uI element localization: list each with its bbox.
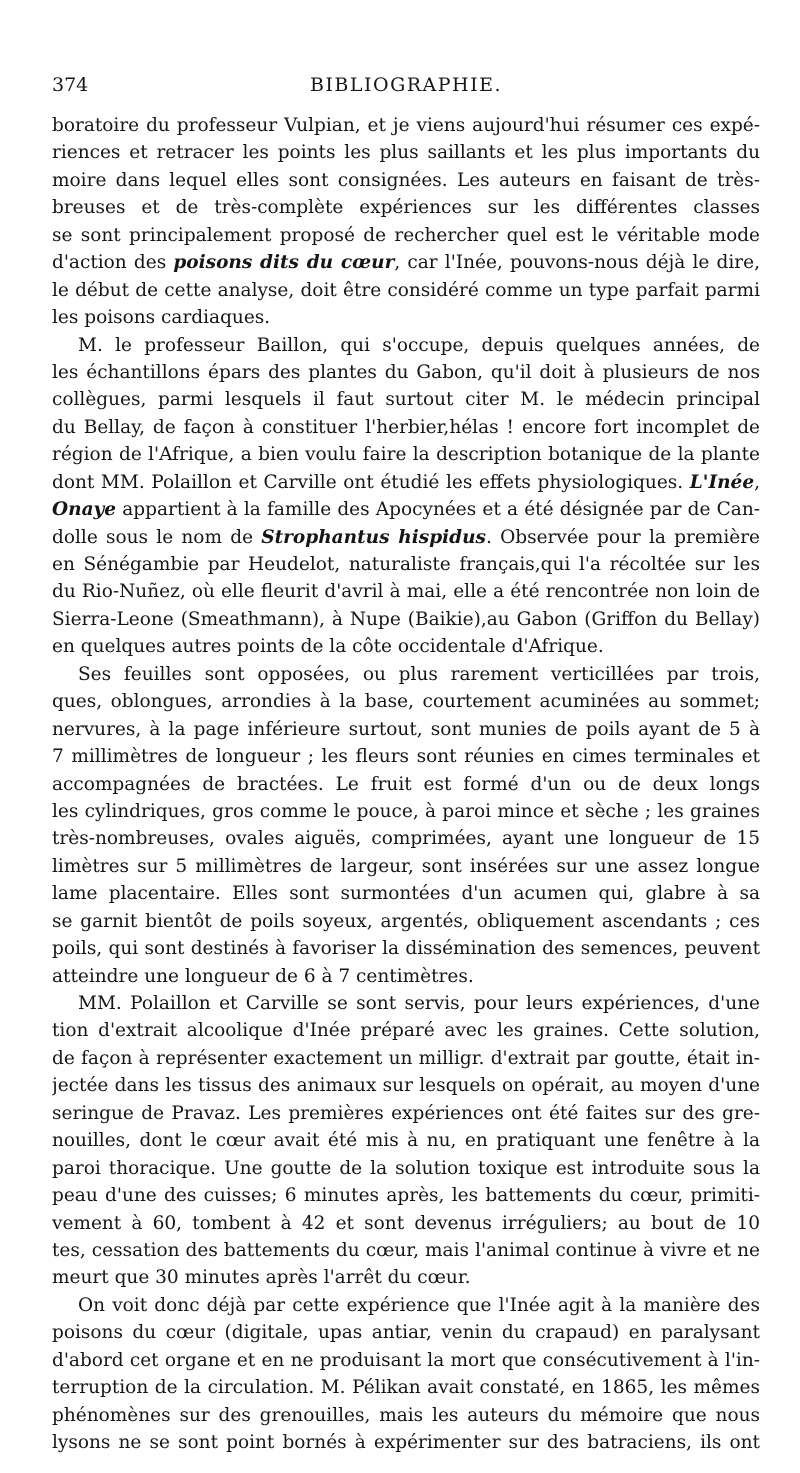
text-line: poils, qui sont destinés à favoriser la dissémination des semences, peuvent [52, 938, 760, 960]
text-line: en Sénégambie par Heudelot, naturaliste français,qui l'a récoltée sur les [52, 554, 760, 575]
text-line: d'action des poisons dits du cœur, car l'Inée, pouvons-nous déjà le dire, [52, 252, 760, 274]
text-line: accompagnées de bractées. Le fruit est formé d'un ou de deux longs [52, 773, 760, 795]
text-line: Onaye appartient à la famille des Apocynées et a été désignée par de Can- [52, 499, 760, 521]
text-line: Sierra-Leone (Smeathmann), à Nupe (Baikie),au Gabon (Griffon du Bellay) [52, 608, 760, 630]
text-line: nervures, à la page inférieure surtout, sont munies de poils ayant de 5 à [52, 718, 760, 740]
text-line: lysons ne se sont point bornés à expérimenter sur des batraciens, ils ont [52, 1432, 760, 1453]
text-line: en quelques autres points de la côte occidentale d'Afrique. [52, 636, 604, 658]
text-line: d'abord cet organe et en ne produisant la mort que consécutivement à l'in- [52, 1349, 760, 1371]
text-line: seringue de Pravaz. Les premières expériences ont été faites sur des gre- [52, 1102, 760, 1124]
text-line: riences et retracer les points les plus saillants et les plus importants du [52, 142, 760, 164]
text-line: phénomènes sur des grenouilles, mais les auteurs du mémoire que nous [52, 1404, 760, 1426]
text-line: les échantillons épars des plantes du Gabon, qu'il doit à plusieurs de nos [52, 361, 760, 383]
text-line: collègues, parmi lesquels il faut surtout citer M. le médecin principal [52, 389, 760, 411]
text-line: paroi thoracique. Une goutte de la solution toxique est introduite sous la [52, 1157, 760, 1179]
text-line: meurt que 30 minutes après l'arrêt du cœur. [52, 1267, 471, 1289]
text-line: très-nombreuses, ovales aiguës, comprimées, ayant une longueur de 15 [52, 828, 760, 850]
text-line: peau d'une des cuisses; 6 minutes après, les battements du cœur, primiti- [52, 1185, 760, 1207]
text-line: 7 millimètres de longueur ; les fleurs sont réunies en cimes terminales et [52, 746, 760, 768]
text-line: du Bellay, de façon à constituer l'herbier,hélas ! encore fort incomplet de [52, 416, 760, 438]
page-number: 374 [52, 74, 89, 96]
text-line: nouilles, dont le cœur avait été mis à nu, en pratiquant une fenêtre à la [52, 1130, 760, 1152]
paragraph-start: MM. Polaillon et Carville se sont servis, pour leurs expériences, d'une [78, 993, 760, 1014]
text-line: ques, oblongues, arrondies à la base, courtement acuminées au sommet; [52, 691, 760, 713]
text-line: breuses et de très-complète expériences sur les différentes classes [52, 197, 760, 219]
text-line: limètres sur 5 millimètres de largeur, sont insérées sur une assez longue [52, 855, 760, 877]
text-line: du Rio-Nuñez, où elle fleurit d'avril à mai, elle a été rencontrée non loin de [52, 581, 760, 603]
text-line: boratoire du professeur Vulpian, et je viens aujourd'hui résumer ces expé- [52, 115, 760, 136]
page-header [52, 74, 760, 100]
text-line: les cylindriques, gros comme le pouce, à paroi mince et sèche ; les graines [52, 800, 760, 822]
paragraph-start: Ses feuilles sont opposées, ou plus rarement verticillées par trois, [78, 663, 760, 685]
text-line: dolle sous le nom de Strophantus hispidus. Observée pour la première [52, 526, 760, 548]
text-line: tion d'extrait alcoolique d'Inée préparé avec les graines. Cette solution, [52, 1020, 760, 1042]
text-line: région de l'Afrique, a bien voulu faire la description botanique de la plante [52, 444, 760, 466]
text-line: jectée dans les tissus des animaux sur lesquels on opérait, au moyen d'une [52, 1075, 760, 1097]
text-line: moire dans lequel elles sont consignées. Les auteurs en faisant de très- [52, 169, 760, 191]
text-line: dont MM. Polaillon et Carville ont étudié les effets physiologiques. L'Inée, [52, 471, 760, 493]
text-line: de façon à représenter exactement un milligr. d'extrait par goutte, était in- [52, 1047, 760, 1069]
text-line: lame placentaire. Elles sont surmontées d'un acumen qui, glabre à sa [52, 883, 760, 905]
text-line: les poisons cardiaques. [52, 307, 271, 329]
paragraph-start: M. le professeur Baillon, qui s'occupe, depuis quelques années, de [78, 334, 760, 356]
body-text [52, 112, 760, 1456]
text-line: se garnit bientôt de poils soyeux, argentés, obliquement ascendants ; ces [52, 910, 760, 932]
text-line: tes, cessation des battements du cœur, mais l'animal continue à vivre et ne [52, 1239, 760, 1261]
text-line: poisons du cœur (digitale, upas antiar, venin du crapaud) en paralysant [52, 1322, 760, 1344]
paragraph-start: On voit donc déjà par cette expérience que l'Inée agit à la manière des [78, 1294, 760, 1316]
text-line: vement à 60, tombent à 42 et sont devenus irréguliers; au bout de 10 [52, 1212, 760, 1234]
text-line: le début de cette analyse, doit être considéré comme un type parfait parmi [52, 279, 760, 301]
text-line: se sont principalement proposé de rechercher quel est le véritable mode [52, 224, 760, 246]
text-line: terruption de la circulation. M. Pélikan avait constaté, en 1865, les mêmes [52, 1377, 760, 1399]
text-line: atteindre une longueur de 6 à 7 centimètres. [52, 965, 474, 987]
running-head: BIBLIOGRAPHIE. [309, 74, 503, 96]
